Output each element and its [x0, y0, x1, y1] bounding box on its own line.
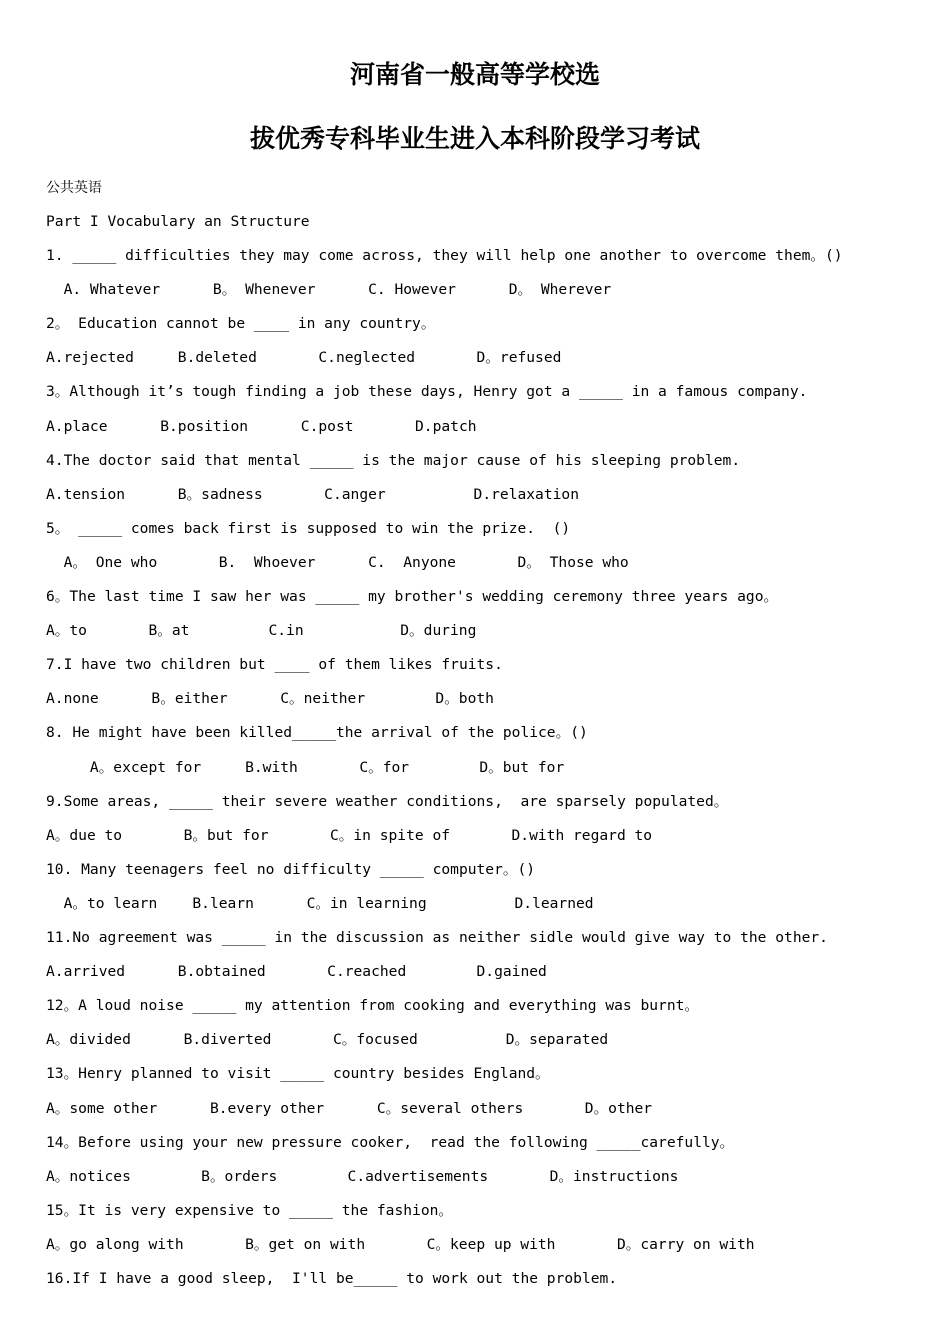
- question-line: 13。Henry planned to visit _____ country besides England。: [46, 1065, 550, 1083]
- exam-title-line-2: 拔优秀专科毕业生进入本科阶段学习考试: [249, 124, 700, 153]
- question-line: 6。The last time I saw her was _____ my brother's wedding ceremony three years ago。: [46, 588, 779, 605]
- question-line: 11.No agreement was _____ in the discussion as neither sidle would give way to the other.: [46, 929, 828, 946]
- answer-options-line: A.arrived B.obtained C.reached D.gained: [46, 963, 547, 981]
- answer-options-line: A。go along with B。get on with C。keep up with D。carry on with: [46, 1235, 755, 1253]
- answer-options-line: A。to learn B.learn C。in learning D.learned: [46, 894, 594, 912]
- question-line: 1. _____ difficulties they may come across, they will help one another to overcome them。(): [46, 247, 843, 264]
- answer-options-line: A。to B。at C.in D。during: [46, 622, 477, 640]
- question-line: 12。A loud noise _____ my attention from cooking and everything was burnt。: [46, 997, 700, 1015]
- exam-title-line-1: 河南省一般高等学校选: [349, 60, 600, 89]
- question-line: 9.Some areas, _____ their severe weather conditions, are sparsely populated。: [46, 792, 729, 810]
- question-line: 8. He might have been killed_____the arrival of the police。(): [46, 724, 588, 742]
- question-line: 7.I have two children but ____ of them likes fruits.: [46, 656, 503, 674]
- subject-label: 公共英语: [46, 180, 102, 196]
- answer-options-line: A。divided B.diverted C。focused D。separated: [46, 1031, 609, 1049]
- question-line: 16.If I have a good sleep, I'll be_____ to work out the problem.: [46, 1270, 618, 1287]
- answer-options-line: A。due to B。but for C。in spite of D.with regard to: [46, 826, 653, 844]
- answer-options-line: A。except for B.with C。for D。but for: [46, 758, 565, 776]
- answer-options-line: A。some other B.every other C。several others D。other: [46, 1099, 653, 1117]
- question-line: 5。 _____ comes back first is supposed to win the prize. (): [46, 519, 571, 537]
- answer-options-line: A。 One who B. Whoever C. Anyone D。 Those who: [46, 553, 629, 571]
- answer-options-line: A。notices B。orders C.advertisements D。instructions: [46, 1167, 679, 1185]
- answer-options-line: A.place B.position C.post D.patch: [46, 417, 477, 435]
- part-heading: Part I Vocabulary an Structure: [46, 213, 310, 230]
- question-line: 3。Although it’s tough finding a job these days, Henry got a _____ in a famous company.: [46, 383, 808, 401]
- answer-options-line: A.none B。either C。neither D。both: [46, 690, 494, 708]
- question-line: 15。It is very expensive to _____ the fashion。: [46, 1201, 453, 1219]
- question-line: 10. Many teenagers feel no difficulty _____ computer。(): [46, 860, 536, 878]
- question-line: 2。 Education cannot be ____ in any country。: [46, 315, 436, 333]
- answer-options-line: A.rejected B.deleted C.neglected D。refused: [46, 349, 562, 367]
- answer-options-line: A.tension B。sadness C.anger D.relaxation: [46, 485, 579, 503]
- question-line: 14。Before using your new pressure cooker, read the following _____carefully。: [46, 1133, 735, 1151]
- question-line: 4.The doctor said that mental _____ is the major cause of his sleeping problem.: [46, 451, 741, 469]
- answer-options-line: A. Whatever B。 Whenever C. However D。 Wherever: [46, 281, 612, 299]
